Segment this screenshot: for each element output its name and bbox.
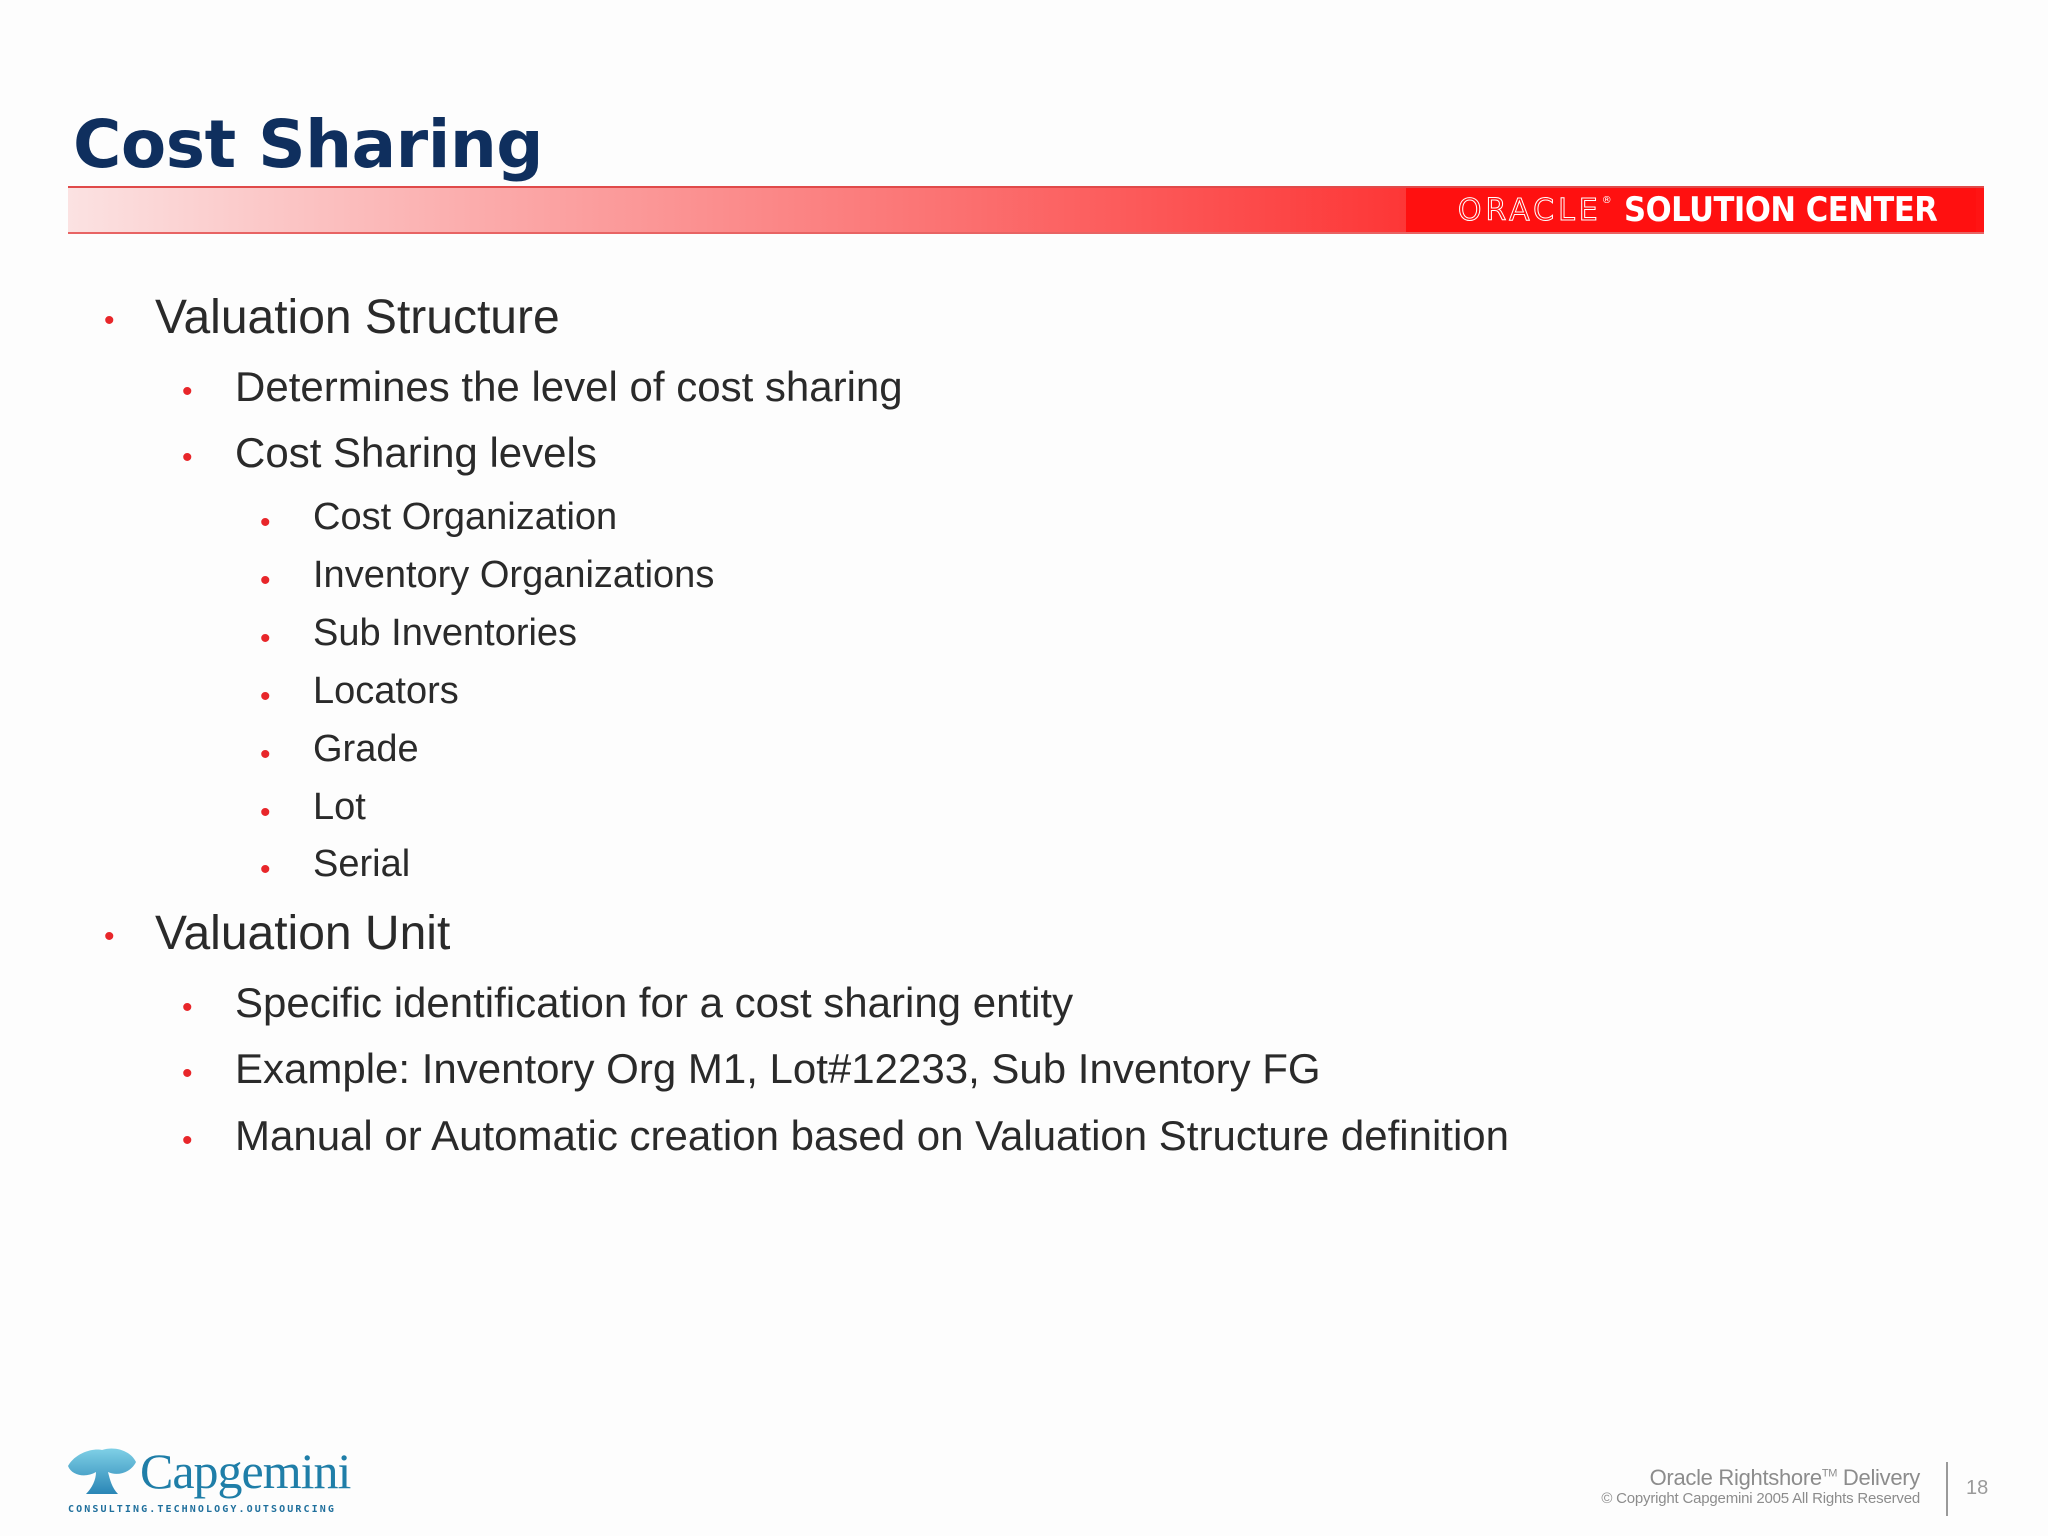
capgemini-logo xyxy=(64,1440,364,1520)
solution-center-text: SOLUTION CENTER xyxy=(1623,190,1938,230)
oracle-solution-center-logo xyxy=(1406,188,1976,232)
bullet-item-level-1: Valuation Structure xyxy=(155,291,560,344)
bullet-marker: • xyxy=(182,991,193,1024)
footer-divider xyxy=(1946,1462,1948,1516)
bullet-marker: • xyxy=(260,564,271,597)
delivery-label xyxy=(1601,1466,1920,1490)
bullet-item-level-2: Manual or Automatic creation based on Valuation Structure definition xyxy=(235,1112,1509,1159)
bullet-marker: • xyxy=(260,853,271,886)
capgemini-wordmark: Capgemini xyxy=(140,1443,351,1499)
slide-title: Cost Sharing xyxy=(73,106,544,183)
bullet-item-level-3: Sub Inventories xyxy=(313,612,578,654)
bullet-item-level-3: Grade xyxy=(313,728,419,770)
bullet-item-level-3: Serial xyxy=(313,843,411,885)
bullet-marker: • xyxy=(104,304,115,337)
bullet-item-level-2: Determines the level of cost sharing xyxy=(235,363,903,410)
bullet-marker: • xyxy=(260,622,271,655)
capgemini-tagline: CONSULTING.TECHNOLOGY.OUTSOURCING xyxy=(68,1504,336,1515)
footer-credits xyxy=(1601,1466,1920,1508)
oracle-text: ORACLE xyxy=(1457,192,1602,228)
bullet-item-level-3: Inventory Organizations xyxy=(313,554,715,596)
bullet-marker: • xyxy=(182,1124,193,1157)
bullet-item-level-1: Valuation Unit xyxy=(155,907,451,960)
bullet-item-level-3: Lot xyxy=(313,786,366,828)
bullet-item-level-2: Specific identification for a cost sharing entity xyxy=(235,979,1074,1026)
page-number: 18 xyxy=(1966,1477,1989,1499)
spade-icon xyxy=(64,1440,140,1502)
oracle-wordmark xyxy=(1457,192,1612,228)
bullet-marker: • xyxy=(260,506,271,539)
bullet-marker: • xyxy=(182,1057,193,1090)
bullet-item-level-2: Example: Inventory Org M1, Lot#12233, Sub Inventory FG xyxy=(235,1045,1321,1092)
bullet-marker: • xyxy=(260,796,271,829)
registered-mark: ® xyxy=(1601,194,1612,206)
bullet-marker: • xyxy=(104,920,115,953)
bullet-marker: • xyxy=(182,375,193,408)
copyright-text: © Copyright Capgemini 2005 All Rights Reserved xyxy=(1601,1490,1920,1508)
bullet-item-level-3: Locators xyxy=(313,670,459,712)
bullet-item-level-3: Cost Organization xyxy=(313,496,618,538)
delivery-suffix: Delivery xyxy=(1837,1465,1920,1490)
bullet-marker: • xyxy=(260,680,271,713)
bullet-marker: • xyxy=(182,441,193,474)
bullet-marker: • xyxy=(260,738,271,771)
trademark-mark: TM xyxy=(1821,1467,1838,1480)
title-banner xyxy=(68,186,1984,234)
bullet-item-level-2: Cost Sharing levels xyxy=(235,429,597,476)
delivery-text: Oracle Rightshore xyxy=(1649,1465,1822,1490)
